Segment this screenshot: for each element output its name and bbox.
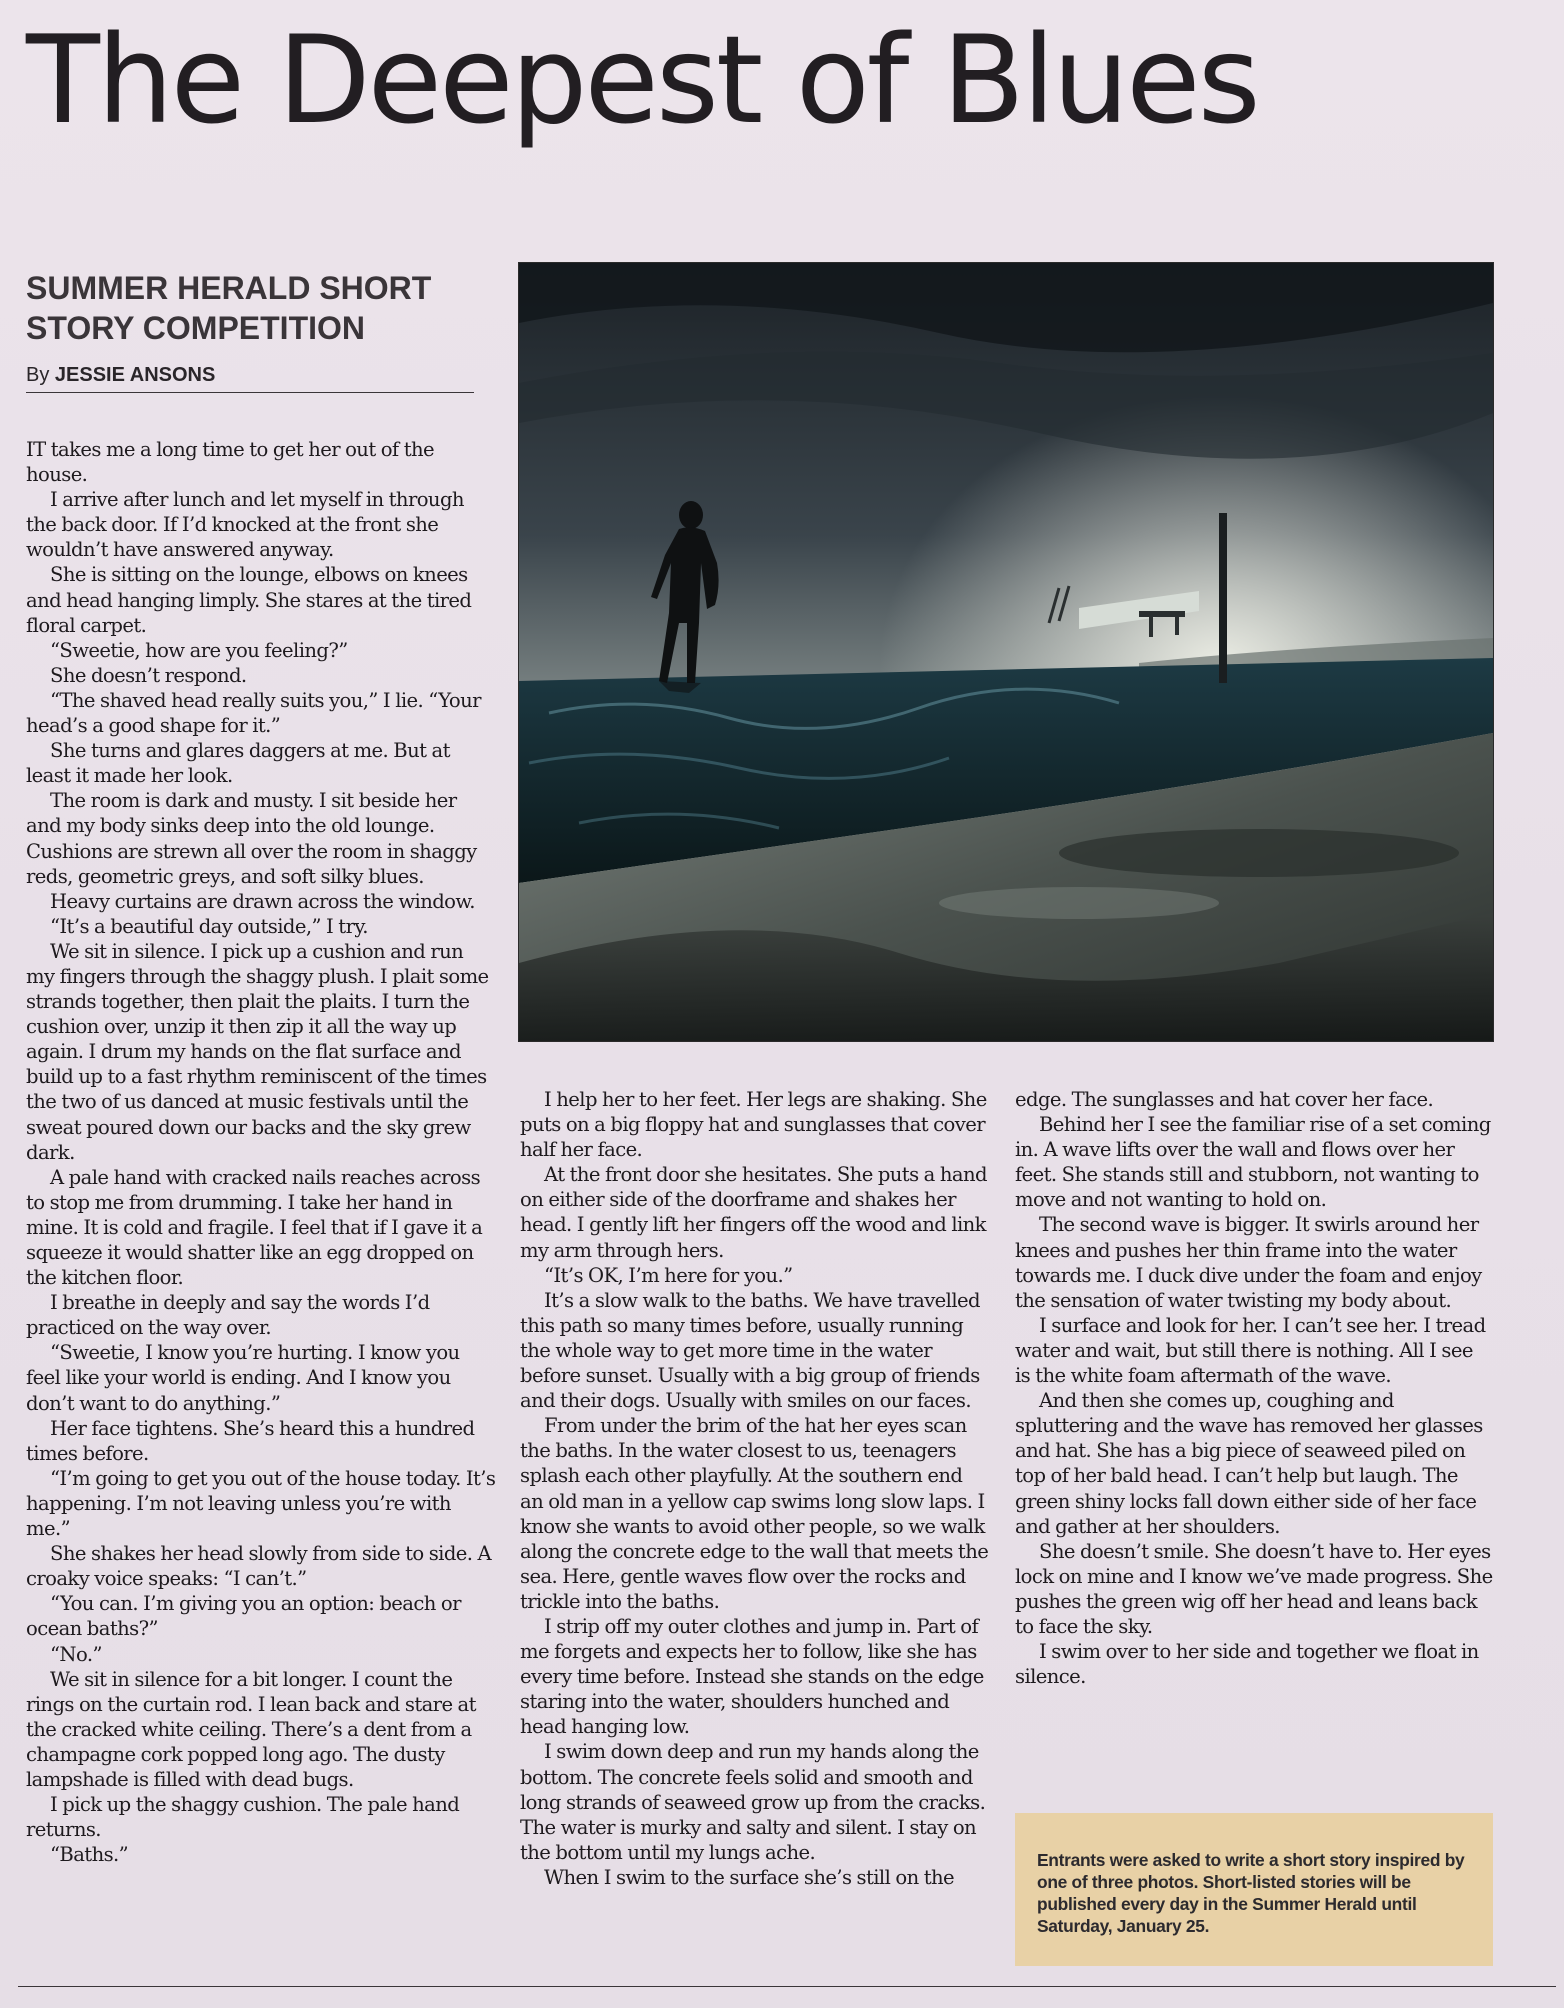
- paragraph: “Baths.”: [50, 1843, 129, 1867]
- paragraph: She shakes her head slowly from side to side. A croaky voice speaks: “I can’t.”: [26, 1542, 492, 1591]
- paragraph: At the front door she hesitates. She puts a hand on either side of the doorframe and shakes her head. I gently lift her fingers off the wood and link my arm through hers.: [520, 1163, 987, 1262]
- photo-illustration-icon: [519, 263, 1493, 1041]
- paragraph: “Sweetie, how are you feeling?”: [50, 638, 348, 662]
- paragraph: I strip off my outer clothes and jump in. Part of me forgets and expects her to follow, like she has every time before. Instead she stands on the edge staring into the water, shoulders hunched and head hanging low.: [520, 1614, 984, 1739]
- paragraph: I help her to her feet. Her legs are shaking. She puts on a big floppy hat and sunglasses that cover half her face.: [520, 1088, 987, 1162]
- paragraph: I swim over to her side and together we float in silence.: [1015, 1640, 1479, 1689]
- paragraph: We sit in silence for a bit longer. I count the rings on the curtain rod. I lean back and stare at the cracked white ceiling. There’s a dent from a champagne cork popped long ago. The dusty lampshade is filled with dead bugs.: [26, 1667, 476, 1791]
- paragraph: “The shaved head really suits you,” I lie. “Your head’s a good shape for it.”: [26, 688, 481, 738]
- paragraph: IT takes me a long time to get her out of the house.: [26, 438, 434, 487]
- paragraph: I pick up the shaggy cushion. The pale hand returns.: [26, 1793, 460, 1842]
- byline: [26, 362, 474, 393]
- competition-title: SUMMER HERALD SHORT STORY COMPETITION: [26, 270, 432, 346]
- paragraph: And then she comes up, coughing and spluttering and the wave has removed her glasses and hat. She has a big piece of seaweed piled on top of her bald head. I can’t help but laugh. The green shiny locks fall down either side of her face and gather at her shoulders.: [1015, 1389, 1483, 1538]
- paragraph: She doesn’t respond.: [50, 663, 247, 687]
- paragraph: From under the brim of the hat her eyes scan the baths. In the water closest to us, teenagers splash each other playfully. At the southern end an old man in a yellow cap swims long slow laps. I know she wants to avoid other people, so we walk along the concrete edge to the wall that meets the sea. Here, gentle waves flow over the rocks and trickle into the baths.: [520, 1414, 989, 1613]
- story-column-2: [520, 1087, 990, 1890]
- paragraph: “No.”: [50, 1642, 102, 1666]
- paragraph: She turns and glares daggers at me. But at least it made her look.: [26, 739, 450, 788]
- byline-prefix: By: [26, 364, 50, 386]
- paragraph: A pale hand with cracked nails reaches across to stop me from drumming. I take her hand in mine. It is cold and fragile. I feel that if I gave it a squeeze it would shatter like an egg dropped on the kitchen floor.: [26, 1165, 483, 1290]
- paragraph: “I’m going to get you out of the house today. It’s happening. I’m not leaving unless you’re with me.”: [26, 1466, 496, 1541]
- bottom-rule: [18, 1986, 1556, 1987]
- entrants-note-box: [1015, 1813, 1493, 1966]
- paragraph: She is sitting on the lounge, elbows on knees and head hanging limply. She stares at the tired floral carpet.: [26, 563, 472, 637]
- story-column-1: [26, 437, 496, 1867]
- paragraph: edge. The sunglasses and hat cover her face.: [1015, 1088, 1434, 1111]
- headline: The Deepest of Blues: [26, 10, 1258, 151]
- paragraph: “You can. I’m giving you an option: beach or ocean baths?”: [26, 1592, 461, 1641]
- paragraph: “It’s OK, I’m here for you.”: [544, 1263, 793, 1287]
- paragraph: I swim down deep and run my hands along the bottom. The concrete feels solid and smooth and long strands of seaweed grow up from the cracks. The water is murky and salty and silent. I stay on the bottom until my lungs ache.: [520, 1740, 986, 1864]
- paragraph: “Sweetie, I know you’re hurting. I know you feel like your world is ending. And I know you don’t want to do anything.”: [26, 1341, 460, 1415]
- paragraph: The room is dark and musty. I sit beside her and my body sinks deep into the old lounge. Cushions are strewn all over the room in shaggy reds, geometric greys, and soft silky blues.: [26, 789, 477, 888]
- paragraph: When I swim to the surface she’s still on the: [544, 1865, 955, 1889]
- paragraph: Heavy curtains are drawn across the window.: [50, 889, 475, 913]
- paragraph: It’s a slow walk to the baths. We have travelled this path so many times before, usually running the whole way to get more time in the water before sunset. Usually with a big group of friends and their dogs. Usually with smiles on our faces.: [520, 1288, 980, 1413]
- entrants-note: Entrants were asked to write a short story inspired by one of three photos. Short-listed stories will be published every day in the Summer Herald until Saturday, January 25.: [1037, 1850, 1465, 1936]
- paragraph: I surface and look for her. I can’t see her. I tread water and wait, but still there is nothing. All I see is the white foam aftermath of the wave.: [1015, 1313, 1486, 1388]
- paragraph: I arrive after lunch and let myself in through the back door. If I’d knocked at the front she wouldn’t have answered anyway.: [26, 488, 464, 562]
- paragraph: Behind her I see the familiar rise of a set coming in. A wave lifts over the wall and flows over her feet. She stands still and stubborn, not wanting to move and not wanting to hold on.: [1015, 1113, 1491, 1212]
- paragraph: “It’s a beautiful day outside,” I try.: [50, 914, 368, 938]
- paragraph: She doesn’t smile. She doesn’t have to. Her eyes lock on mine and I know we’ve made progress. She pushes the green wig off her head and leans back to face the sky.: [1015, 1539, 1493, 1638]
- paragraph: The second wave is bigger. It swirls around her knees and pushes her thin frame into the water towards me. I duck dive under the foam and enjoy the sensation of water twisting my body about.: [1015, 1213, 1482, 1312]
- paragraph: I breathe in deeply and say the words I’d practiced on the way over.: [26, 1291, 430, 1340]
- paragraph: Her face tightens. She’s heard this a hundred times before.: [26, 1416, 475, 1465]
- paragraph: We sit in silence. I pick up a cushion and run my fingers through the shaggy plush. I plait some strands together, then plait the plaits. I turn the cushion over, unzip it then zip it all the way up again. I drum my hands on the flat surface and build up to a fast rhythm reminiscent of the times the two of us danced at music festivals until the sweat poured down our backs and the sky grew dark.: [26, 939, 489, 1164]
- ocean-baths-photo: [518, 262, 1494, 1042]
- story-column-3: [1015, 1087, 1493, 1689]
- byline-author: JESSIE ANSONS: [54, 364, 216, 386]
